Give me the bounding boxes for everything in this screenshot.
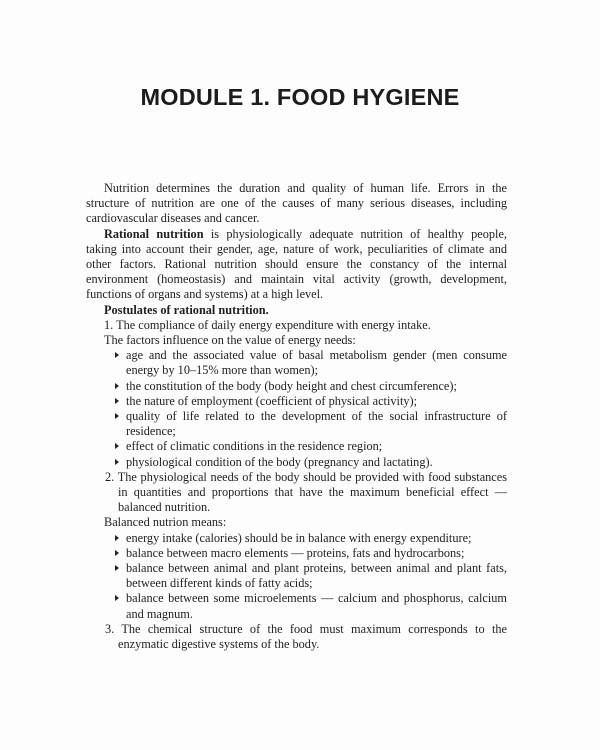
list-item: age and the associated value of basal metabolism gender (men consume energy by 10–15% more than women);	[86, 348, 507, 378]
list-item: balance between animal and plant proteins, between animal and plant fats, between different kinds of fatty acids;	[86, 561, 507, 591]
intro-paragraph: Nutrition determines the duration and quality of human life. Errors in the structure of nutrition are one of the causes of many serious diseases, including cardiovascular diseases and cancer.	[86, 181, 507, 226]
triangle-bullet-icon	[115, 595, 119, 601]
list-item: the nature of employment (coefficient of physical activity);	[86, 394, 507, 409]
rational-nutrition-paragraph	[86, 227, 507, 303]
list-item: the constitution of the body (body height and chest circumference);	[86, 379, 507, 394]
list-item: balance between some microelements — calcium and phosphorus, calcium and magnum.	[86, 591, 507, 621]
postulate-1: 1. The compliance of daily energy expenditure with energy intake.	[104, 317, 431, 332]
postulate-2: 2. The physiological needs of the body should be provided with food substances in quantities and proportions that have the maximum beneficial effect — balanced nutrition.	[105, 469, 507, 515]
rational-nutrition-term: Rational nutrition	[104, 226, 204, 241]
triangle-bullet-icon	[115, 443, 119, 449]
body-text	[86, 181, 507, 652]
list-item: energy intake (calories) should be in balance with energy expenditure;	[86, 531, 507, 546]
triangle-bullet-icon	[115, 459, 119, 465]
postulate-3: 3. The chemical structure of the food must maximum corresponds to the enzymatic digestive systems of the body.	[105, 621, 507, 652]
factors-list	[86, 348, 507, 470]
factors-intro: The factors influence on the value of energy needs:	[104, 333, 356, 348]
triangle-bullet-icon	[115, 413, 119, 419]
triangle-bullet-icon	[115, 550, 119, 556]
triangle-bullet-icon	[115, 383, 119, 389]
module-title: MODULE 1. FOOD HYGIENE	[140, 84, 460, 110]
triangle-bullet-icon	[115, 398, 119, 404]
list-item: balance between macro elements — proteins, fats and hydrocarbons;	[86, 546, 507, 561]
postulates-heading: Postulates of rational nutrition.	[104, 302, 269, 317]
list-item: physiological condition of the body (pregnancy and lactating).	[86, 455, 507, 470]
balanced-intro: Balanced nutrion means:	[104, 515, 227, 530]
triangle-bullet-icon	[115, 535, 119, 541]
triangle-bullet-icon	[115, 565, 119, 571]
balanced-list	[86, 531, 507, 622]
triangle-bullet-icon	[115, 352, 119, 358]
list-item: effect of climatic conditions in the residence region;	[86, 439, 507, 454]
rational-nutrition-text: is physiologically adequate nutrition of healthy people, taking into account their gender, age, nature of work, peculiarities of climate and other factors. Rational nutrition should ensure the constancy of the internal environment (homeostasis) and maintain vital activity (growth, development, functions of organs and systems) at a high level.	[86, 226, 507, 302]
list-item: quality of life related to the development of the social infrastructure of residence;	[86, 409, 507, 439]
